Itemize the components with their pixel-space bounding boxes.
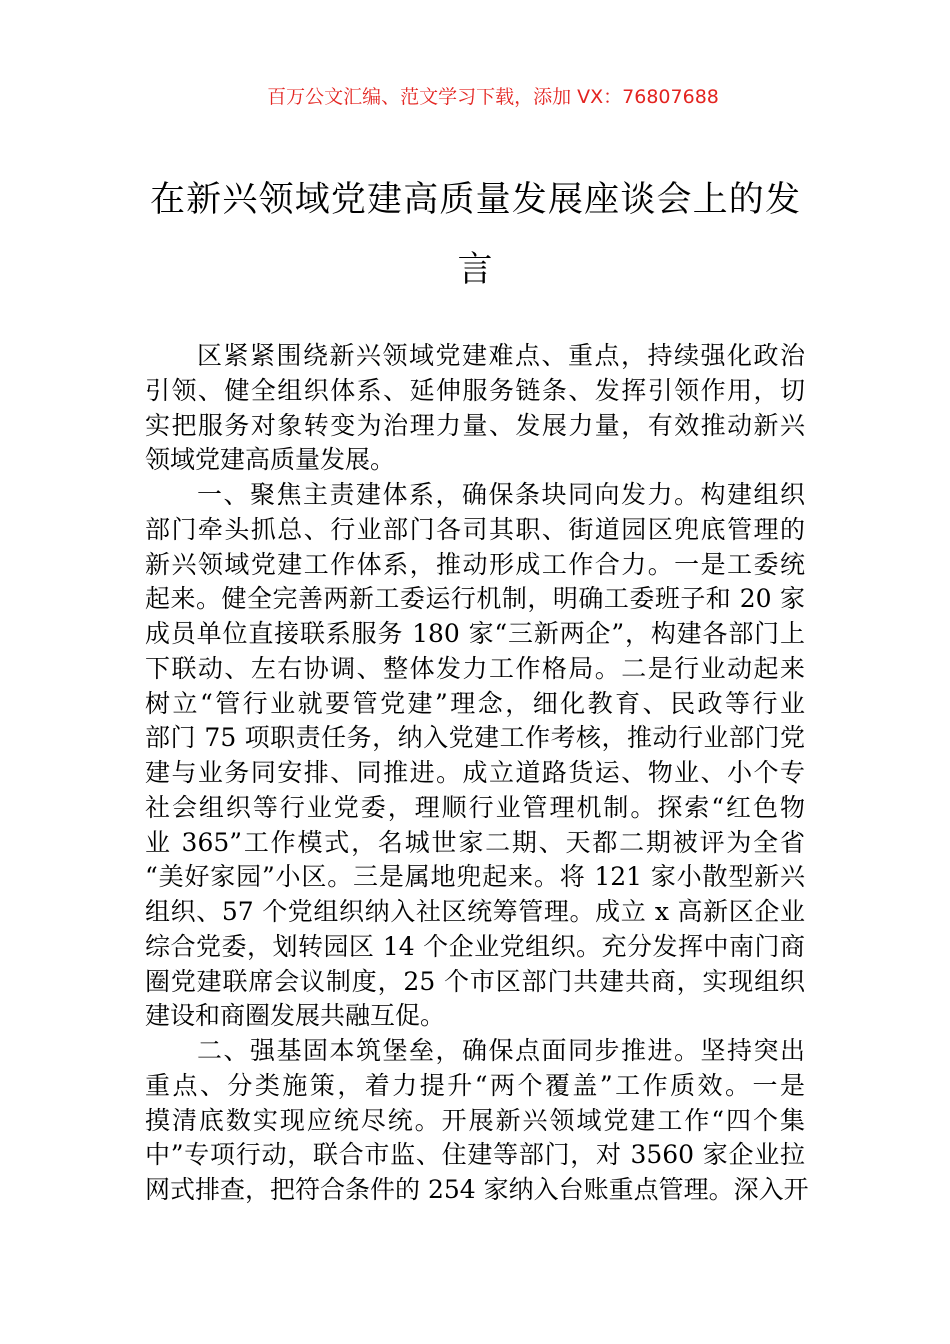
text-line: 社会组织等行业党委，理顺行业管理机制。探索“红色物 (145, 792, 805, 822)
text-line: 综合党委，划转园区 14 个企业党组织。充分发挥中南门商 (145, 931, 805, 961)
text-line: 网式排查，把符合条件的 254 家纳入台账重点管理。深入开 (145, 1175, 809, 1204)
document-title (150, 165, 800, 305)
text-line: 实把服务对象转变为治理力量、发展力量，有效推动新兴 (145, 410, 805, 440)
text-line: 领域党建高质量发展。 (145, 445, 396, 475)
text-line: 建与业务同安排、同推进。成立道路货运、物业、小个专 (145, 758, 805, 787)
text-line: 摸清底数实现应统尽统。开展新兴领域党建工作“四个集 (145, 1105, 805, 1135)
text-line: 新兴领域党建工作体系，推动形成工作合力。一是工委统 (145, 549, 805, 579)
paragraph (145, 339, 805, 478)
paragraph (145, 478, 805, 1034)
title-line-2: 言 (457, 250, 493, 290)
text-line: 成员单位直接联系服务 180 家“三新两企”，构建各部门上 (145, 619, 805, 648)
watermark-text: 百万公文汇编、范文学习下载，添加 VX：76807688 (267, 86, 719, 108)
text-line: 下联动、左右协调、整体发力工作格局。二是行业动起来 (145, 653, 805, 683)
text-line: 圈党建联席会议制度，25 个市区部门共建共商，实现组织 (145, 966, 805, 996)
text-line: 部门 75 项职责任务，纳入党建工作考核，推动行业部门党 (145, 723, 805, 753)
text-line: 区紧紧围绕新兴领域党建难点、重点，持续强化政治 (197, 341, 805, 370)
text-line: 重点、分类施策，着力提升“两个覆盖”工作质效。一是 (145, 1070, 805, 1100)
text-line: 中”专项行动，联合市监、住建等部门，对 3560 家企业拉 (145, 1140, 805, 1170)
paragraph (145, 1034, 809, 1208)
text-line: 建设和商圈发展共融互促。 (145, 1001, 446, 1031)
text-line: 部门牵头抓总、行业部门各司其职、街道园区兜底管理的 (145, 514, 805, 544)
text-line: 树立“管行业就要管党建”理念，细化教育、民政等行业 (145, 688, 805, 718)
text-line: 起来。健全完善两新工委运行机制，明确工委班子和 20 家 (145, 584, 805, 614)
document-body (145, 339, 809, 1208)
text-line: 组织、57 个党组织纳入社区统筹管理。成立 x 高新区企业 (145, 897, 805, 926)
title-line-1: 在新兴领域党建高质量发展座谈会上的发 (150, 180, 800, 220)
text-line: 业 365”工作模式，名城世家二期、天都二期被评为全省 (145, 827, 805, 857)
text-line: 二、强基固本筑堡垒，确保点面同步推进。坚持突出 (197, 1036, 805, 1065)
text-line: 一、聚焦主责建体系，确保条块同向发力。构建组织 (197, 480, 805, 509)
text-line: 引领、健全组织体系、延伸服务链条、发挥引领作用，切 (145, 375, 805, 405)
text-line: “美好家园”小区。三是属地兜起来。将 121 家小散型新兴 (145, 862, 805, 892)
